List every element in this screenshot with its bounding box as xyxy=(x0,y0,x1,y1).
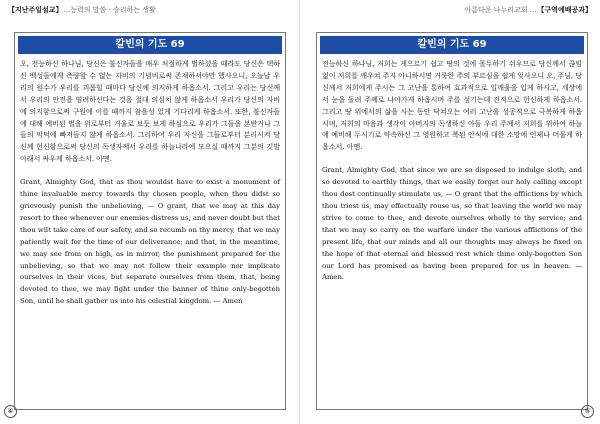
right-korean-prayer: 전능하신 하나님, 저희는 게으르기 쉽고 땅의 것에 몰두하기 쉬우므로 당신께서 끊임없이 저희를 깨우쳐 주지 아니하시면 거룩한 주의 부르심을 쉽게 잊사오니 오, 주님, 당신께서 저희에게 주시는 그 고난을 통하여 효과적으로 일깨움을 입게 하시고, 세상에서 눈을 돌려 주께로 나아가게 하옵시며 주를 섬기는데 전적으로 헌신하게 하옵소서. 그리고 땅 위에서의 삶을 사는 동안 닥쳐오는 여러 고난을 성공적으로 극복하게 하옵시며, 저희의 마음과 생각이 아버지의 독생하신 아들 우리 주께서 저희를 위하여 하늘에 예비해 두시기로 약속하신 그 영원하고 복된 안식에 대한 소망에 언제나 머물게 하옵소서. 아멘. xyxy=(322,59,582,152)
left-english-prayer: Grant, Almighty God, that as thou wouldst have to exist a monument of thine invaluable mercy towards thy chosen people, when thou didst so grievously punish the unbelieving, — O grant, that we may at this day resort to thee whenever our enemies distress us, and never doubt but that thou wilt take care of our safety, and so recumb on thy mercy, that we may patiently wait for the time of our deliverance; and that, in the meantime, we may see from on high, as in mirror, the punishment prepared for the unbelieving, so that we may not follow their example nor implicate ourselves in their vices, but separate ourselves from them, that, being devoted to thee, we may fight under the banner of thine only-begotten Son, until he shall gather us into his celestial kingdom. — Amen xyxy=(20,178,280,306)
left-page-number: ④ xyxy=(4,405,17,418)
left-page-header xyxy=(8,5,157,15)
right-page-header xyxy=(463,5,592,15)
right-page xyxy=(300,0,600,424)
left-header-tag: 【지난주일설교】 xyxy=(8,6,63,14)
right-prayer-title: 칼빈의 기도 69 xyxy=(320,36,584,54)
left-prayer-box xyxy=(14,32,286,410)
right-prayer-box xyxy=(316,32,588,410)
left-korean-prayer: 오, 전능하신 하나님, 당신은 불신자들을 매우 처절하게 벌하셨을 때라도 당신은 택하신 백성들에게 측량할 수 없는 자비의 기념비로써 존재하셔야만 했사오니, 오늘날 우리의 원수가 우리를 괴롭힐 때마다 당신께 의지하게 하옵소서. 그리고 우리는 당신께서 우리의 안전을 염려하신다는 것을 절대 의심치 않게 하옵소서 우리가 당신의 자비에 의지함으로써 구원에 이를 때까지 참을성 있게 기다리게 하옵소서. 또한, 불신자들에 대해 예비된 벌을 위로부터 거울로 보듯 보게 하심으로 우리가 그들을 본받거나 그들의 악덕에 빠져들지 않게 하옵소서. 그리하여 우리 자신을 그들로부터 분리시켜 당신께 헌신함으로써 당신의 독생자께서 우리를 하늘나라에 모으실 때까지 그분의 깃발 아래서 싸우게 하옵소서. 아멘. xyxy=(20,59,280,164)
right-header-subtitle: 아름다운 나누리교회 ... xyxy=(464,6,537,14)
right-english-prayer: Grant, Almighty God, that since we are so disposed to indulge sloth, and so devoted to earthly things, that we easily forget our holy calling except thou dost continually stimulate us, — O grant that the afflictions by which thou triest us, may effectually rouse us, so that leaving the world we may strive to come to thee, and devote ourselves wholly to thy service; and that we may so carry on the warfare under the various afflictions of the present life, that our minds and all our thoughts may always be fixed on the hope of that eternal and blessed rest which thine only-begotten Son our Lord has promised as having been prepared for us in heaven. — Amen. xyxy=(322,166,582,282)
right-page-number: ⑤ xyxy=(581,405,594,418)
right-header-tag: 【구역예배공과】 xyxy=(537,6,592,14)
left-header-subtitle: ...능력의 말씀 · 승리하는 생활 xyxy=(63,6,156,14)
left-prayer-title: 칼빈의 기도 69 xyxy=(18,36,282,54)
